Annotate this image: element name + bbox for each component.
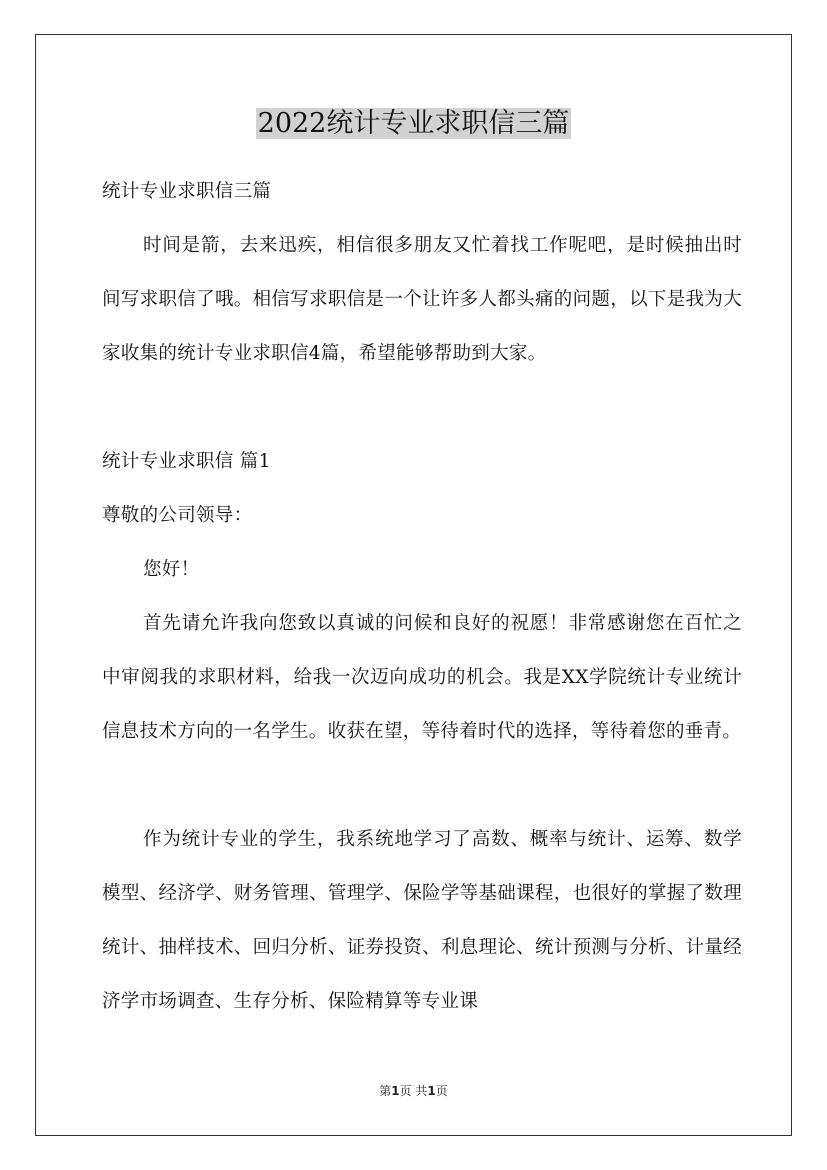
greeting: 您好！ bbox=[143, 559, 200, 580]
page-total: 1 bbox=[427, 1084, 436, 1098]
document-subtitle: 统计专业求职信三篇 bbox=[102, 181, 272, 202]
salutation: 尊敬的公司领导： bbox=[102, 505, 253, 526]
page-suffix: 页 bbox=[435, 1084, 448, 1098]
page-mid: 页 共 bbox=[399, 1084, 428, 1098]
page-prefix: 第 bbox=[379, 1084, 392, 1098]
body-paragraph-1: 首先请允许我向您致以真诚的问候和良好的祝愿！非常感谢您在百忙之中审阅我的求职材料，给我一次迈向成功的机会。我是XX学院统计专业统计信息技术方向的一名学生。收获在望，等待着时代的选择，等待着您的垂青。 bbox=[102, 613, 742, 742]
section-heading: 统计专业求职信 篇1 bbox=[102, 451, 271, 472]
body-paragraph-2: 作为统计专业的学生，我系统地学习了高数、概率与统计、运筹、数学模型、经济学、财务管理、管理学、保险学等基础课程，也很好的掌握了数理统计、抽样技术、回归分析、证券投资、利息理论、统计预测与分析、计量经济学市场调查、生存分析、保险精算等专业课 bbox=[102, 829, 742, 1012]
intro-paragraph: 时间是箭，去来迅疾，相信很多朋友又忙着找工作呢吧，是时候抽出时间写求职信了哦。相信写求职信是一个让许多人都头痛的问题，以下是我为大家收集的统计专业求职信4篇，希望能够帮助到大家。 bbox=[102, 235, 742, 364]
document-title-text: 2022统计专业求职信三篇 bbox=[257, 108, 570, 139]
document-title bbox=[0, 104, 827, 144]
page-current: 1 bbox=[391, 1084, 400, 1098]
page-footer bbox=[0, 1082, 827, 1099]
